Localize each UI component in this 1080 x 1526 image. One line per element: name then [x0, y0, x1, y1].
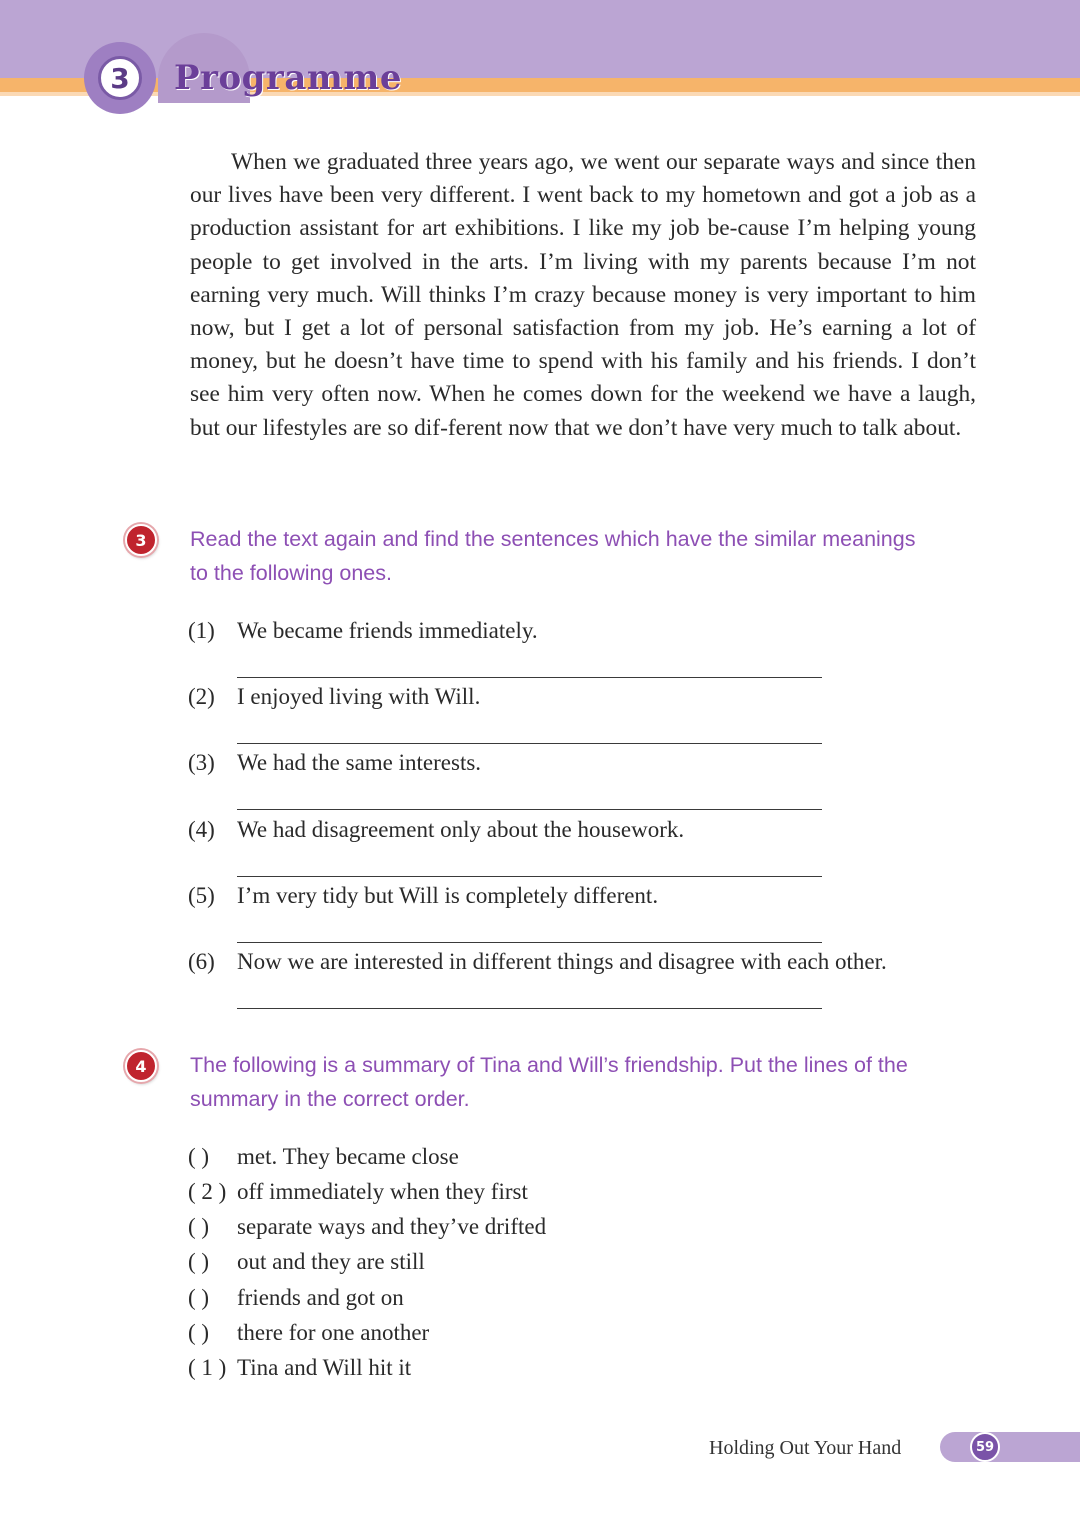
footer-book-title: Holding Out Your Hand [709, 1437, 902, 1459]
order-blank[interactable]: ( 1 ) [188, 1355, 227, 1380]
order-blank[interactable]: ( ) [188, 1285, 210, 1310]
task-3-instruction-line-1: Read the text again and find the sentences which have the similar meanings [190, 527, 916, 551]
order-text: Tina and Will hit it [237, 1355, 412, 1380]
order-text: met. They became close [237, 1144, 459, 1169]
order-text: separate ways and they’ve drifted [237, 1214, 547, 1239]
question-number: (3) [188, 750, 215, 775]
question-text: We became friends immediately. [237, 618, 538, 643]
order-blank[interactable]: ( 2 ) [188, 1179, 227, 1204]
answer-line-4[interactable] [237, 876, 822, 877]
answer-line-6[interactable] [237, 1008, 822, 1009]
task-3-badge: 3 [125, 524, 157, 556]
order-text: out and they are still [237, 1249, 425, 1274]
order-text: off immediately when they first [237, 1179, 528, 1204]
unit-number-badge: 3 [98, 56, 142, 100]
question-text: Now we are interested in different things and disagree with each other. [237, 949, 887, 974]
question-number: (2) [188, 684, 215, 709]
task-4-instruction-line-1: The following is a summary of Tina and Will’s friendship. Put the lines of the [190, 1053, 908, 1077]
question-text: We had the same interests. [237, 750, 482, 775]
order-blank[interactable]: ( ) [188, 1144, 210, 1169]
question-number: (1) [188, 618, 215, 643]
answer-line-3[interactable] [237, 809, 822, 810]
order-text: friends and got on [237, 1285, 404, 1310]
question-number: (5) [188, 883, 215, 908]
answer-line-5[interactable] [237, 942, 822, 943]
question-text: I’m very tidy but Will is completely different. [237, 883, 659, 908]
task-3-instruction-line-2: to the following ones. [190, 561, 392, 585]
footer-bar [940, 1432, 1080, 1462]
section-title: Programme [174, 58, 402, 98]
task-4-instruction-line-2: summary in the correct order. [190, 1087, 470, 1111]
order-blank[interactable]: ( ) [188, 1214, 210, 1239]
reading-passage: When we graduated three years ago, we went our separate ways and since then our lives have been very different. I went back to my hometown and got a job as a production assistant for art exhibitions. I like my job be-cause I’m helping young people to get involved in the arts. I’m living with my parents because I’m not earning very much. Will thinks I’m crazy because money is very important to him now, but I get a lot of personal satisfaction from my job. He’s earning a lot of money, but he doesn’t have time to spend with his family and his friends. I don’t see him very often now. When he comes down for the weekend we have a laugh, but our lifestyles are so dif-ferent now that we don’t have very much to talk about. [190, 149, 976, 441]
question-number: (6) [188, 949, 215, 974]
question-text: I enjoyed living with Will. [237, 684, 481, 709]
answer-line-1[interactable] [237, 677, 822, 678]
order-blank[interactable]: ( ) [188, 1249, 210, 1274]
order-blank[interactable]: ( ) [188, 1320, 210, 1345]
task-4-instruction [190, 1048, 980, 1116]
page-number: 59 [970, 1432, 1000, 1462]
question-text: We had disagreement only about the housework. [237, 817, 685, 842]
question-number: (4) [188, 817, 215, 842]
order-text: there for one another [237, 1320, 430, 1345]
task-4-badge: 4 [125, 1050, 157, 1082]
answer-line-2[interactable] [237, 743, 822, 744]
task-3-instruction [190, 522, 980, 590]
